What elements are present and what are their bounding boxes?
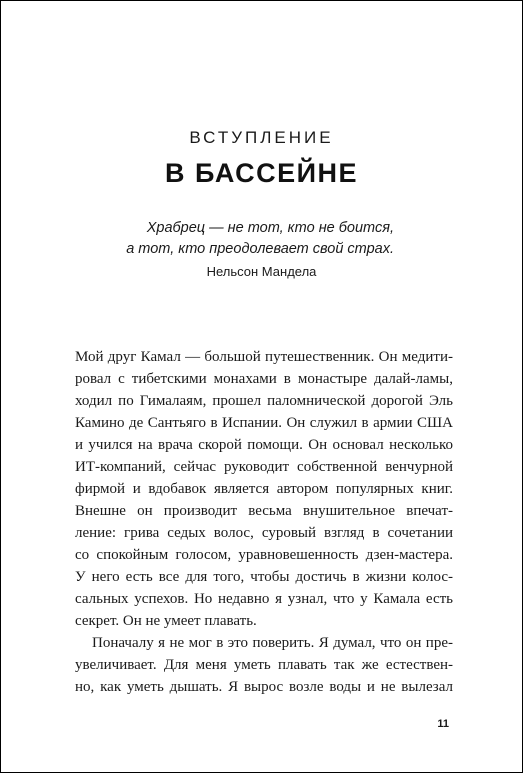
body-line: но, как уметь дышать. Я вырос возле воды и не вылезал bbox=[75, 679, 453, 695]
body-line: со спокойным голосом, уравновешенность дзен-мастера. bbox=[75, 547, 453, 563]
body-line: Поначалу я не мог в это поверить. Я думал, что он пре- bbox=[92, 635, 453, 651]
body-line: увеличивает. Для меня уметь плавать так же естествен- bbox=[75, 657, 453, 673]
body-line: фирмой и вдобавок является автором популярных книг. bbox=[75, 481, 453, 497]
body-line: ровал с тибетскими монахами в монастыре далай-ламы, bbox=[75, 371, 453, 387]
body-line: Мой друг Камал — большой путешественник. Он медити- bbox=[75, 349, 453, 365]
body-line: ИТ-компаний, сейчас руководит собственной венчурной bbox=[75, 459, 453, 475]
epigraph-author: Нельсон Мандела bbox=[206, 264, 317, 279]
epigraph bbox=[126, 218, 394, 260]
epigraph-line: а тот, кто преодолевает свой страх. bbox=[126, 241, 394, 257]
page-number: 11 bbox=[437, 718, 449, 730]
body-line: сальных успехов. Но недавно я узнал, что у Камала есть bbox=[75, 591, 453, 607]
body-line: ходил по Гималаям, прошел паломнической дорогой Эль bbox=[75, 393, 453, 409]
body-line: У него есть все для того, чтобы достичь в жизни колос- bbox=[75, 569, 453, 585]
body-line: секрет. Он не умеет плавать. bbox=[75, 613, 257, 629]
chapter-title: В БАССЕЙНЕ bbox=[164, 158, 359, 188]
chapter-label: ВСТУПЛЕНИЕ bbox=[189, 128, 334, 147]
body-text bbox=[75, 346, 453, 698]
body-line: Камино де Сантьяго в Испании. Он служил в армии США bbox=[75, 415, 453, 431]
body-line: ление: грива седых волос, суровый взгляд в сочетании bbox=[75, 525, 453, 541]
body-line: Внешне он производит весьма внушительное впечат- bbox=[75, 503, 453, 519]
body-line: и учился на врача скорой помощи. Он основал несколько bbox=[75, 437, 453, 453]
epigraph-line: Храбрец — не тот, кто не боится, bbox=[146, 220, 394, 236]
